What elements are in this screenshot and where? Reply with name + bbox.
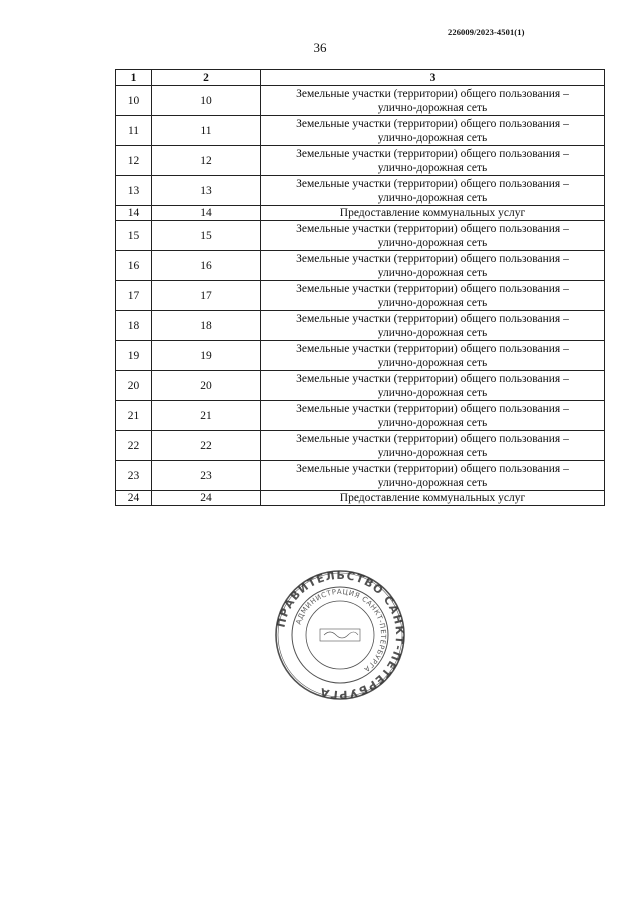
row-number: 21 <box>127 409 140 422</box>
table-row <box>116 176 605 206</box>
purpose-line-2: улично-дорожная сеть <box>377 416 488 429</box>
cell-col3 <box>261 116 605 146</box>
plot-number: 17 <box>200 289 212 302</box>
cell-col1 <box>116 86 152 116</box>
cell-col2 <box>152 206 261 221</box>
row-number: 20 <box>127 379 140 392</box>
purpose-line-1: Земельные участки (территории) общего пользования – <box>296 312 569 325</box>
cell-col1 <box>116 221 152 251</box>
plot-number: 11 <box>200 124 212 137</box>
plot-number: 13 <box>200 184 212 197</box>
purpose-line-2: улично-дорожная сеть <box>377 266 488 279</box>
table-row <box>116 341 605 371</box>
plot-number: 14 <box>200 206 212 219</box>
plot-number: 20 <box>200 379 212 392</box>
cell-col2 <box>152 491 261 506</box>
cell-col1 <box>116 461 152 491</box>
plot-number: 24 <box>200 491 212 504</box>
table-row <box>116 401 605 431</box>
cell-col1 <box>116 176 152 206</box>
table-row <box>116 371 605 401</box>
cell-col2 <box>152 341 261 371</box>
table-row <box>116 206 605 221</box>
document-id: 226009/2023-4501(1) <box>448 27 525 37</box>
data-table <box>115 69 605 506</box>
row-number: 16 <box>127 259 140 272</box>
cell-col3 <box>261 371 605 401</box>
stamp-inner-text: АДМИНИСТРАЦИЯ САНКТ-ПЕТЕРБУРГА <box>294 587 388 674</box>
cell-col2 <box>152 461 261 491</box>
cell-col3 <box>261 491 605 506</box>
cell-col3 <box>261 221 605 251</box>
cell-col3 <box>261 431 605 461</box>
cell-col2 <box>152 281 261 311</box>
purpose-line-2: улично-дорожная сеть <box>377 131 488 144</box>
cell-col1 <box>116 491 152 506</box>
row-number: 12 <box>127 154 140 167</box>
column-header: 2 <box>152 70 261 86</box>
plot-number: 19 <box>200 349 212 362</box>
cell-col3 <box>261 461 605 491</box>
table-row <box>116 221 605 251</box>
table-row <box>116 461 605 491</box>
cell-col2 <box>152 401 261 431</box>
cell-col1 <box>116 281 152 311</box>
cell-col1 <box>116 401 152 431</box>
cell-col3 <box>261 251 605 281</box>
plot-number: 12 <box>200 154 212 167</box>
purpose-line-2: улично-дорожная сеть <box>377 101 488 114</box>
cell-col1 <box>116 146 152 176</box>
table-row <box>116 146 605 176</box>
cell-col1 <box>116 341 152 371</box>
stamp-outer-text: ПРАВИТЕЛЬСТВО САНКТ-ПЕТЕРБУРГА <box>274 569 406 701</box>
purpose-line-1: Земельные участки (территории) общего пользования – <box>296 87 569 100</box>
cell-col3 <box>261 401 605 431</box>
row-number: 14 <box>127 206 140 219</box>
cell-col1 <box>116 251 152 281</box>
table-row <box>116 431 605 461</box>
purpose-line-1: Земельные участки (территории) общего пользования – <box>296 147 569 160</box>
cell-col3 <box>261 281 605 311</box>
purpose-line-1: Земельные участки (территории) общего пользования – <box>296 252 569 265</box>
cell-col3 <box>261 311 605 341</box>
cell-col1 <box>116 311 152 341</box>
purpose-line-2: улично-дорожная сеть <box>377 236 488 249</box>
table-row <box>116 116 605 146</box>
cell-col2 <box>152 86 261 116</box>
purpose-line-2: улично-дорожная сеть <box>377 161 488 174</box>
cell-col2 <box>152 146 261 176</box>
table-row <box>116 491 605 506</box>
cell-col3 <box>261 341 605 371</box>
table-header-row <box>116 70 605 86</box>
cell-col3 <box>261 146 605 176</box>
row-number: 24 <box>127 491 140 504</box>
row-number: 10 <box>127 94 140 107</box>
plot-number: 18 <box>200 319 212 332</box>
row-number: 18 <box>127 319 140 332</box>
purpose-line-1: Предоставление коммунальных услуг <box>339 206 526 219</box>
cell-col2 <box>152 116 261 146</box>
cell-col1 <box>116 116 152 146</box>
row-number: 15 <box>127 229 140 242</box>
purpose-line-1: Земельные участки (территории) общего пользования – <box>296 432 569 445</box>
cell-col3 <box>261 176 605 206</box>
plot-number: 16 <box>200 259 212 272</box>
row-number: 19 <box>127 349 140 362</box>
purpose-line-1: Предоставление коммунальных услуг <box>339 491 526 504</box>
purpose-line-2: улично-дорожная сеть <box>377 326 488 339</box>
table-row <box>116 311 605 341</box>
column-header: 3 <box>261 70 605 86</box>
purpose-line-1: Земельные участки (территории) общего пользования – <box>296 222 569 235</box>
column-header: 1 <box>116 70 152 86</box>
page-number: 36 <box>313 40 327 55</box>
cell-col2 <box>152 221 261 251</box>
purpose-line-2: улично-дорожная сеть <box>377 446 488 459</box>
cell-col2 <box>152 176 261 206</box>
purpose-line-1: Земельные участки (территории) общего пользования – <box>296 282 569 295</box>
cell-col1 <box>116 371 152 401</box>
row-number: 13 <box>127 184 140 197</box>
official-seal <box>274 569 406 701</box>
row-number: 11 <box>127 124 140 137</box>
cell-col1 <box>116 206 152 221</box>
plot-number: 23 <box>200 469 212 482</box>
row-number: 17 <box>127 289 140 302</box>
table-row <box>116 281 605 311</box>
cell-col2 <box>152 371 261 401</box>
plot-number: 15 <box>200 229 212 242</box>
cell-col2 <box>152 251 261 281</box>
table-row <box>116 86 605 116</box>
purpose-line-2: улично-дорожная сеть <box>377 191 488 204</box>
plot-number: 22 <box>200 439 212 452</box>
purpose-line-2: улично-дорожная сеть <box>377 296 488 309</box>
purpose-line-1: Земельные участки (территории) общего пользования – <box>296 462 569 475</box>
purpose-line-1: Земельные участки (территории) общего пользования – <box>296 372 569 385</box>
purpose-line-2: улично-дорожная сеть <box>377 356 488 369</box>
purpose-line-1: Земельные участки (территории) общего пользования – <box>296 117 569 130</box>
cell-col2 <box>152 431 261 461</box>
purpose-line-1: Земельные участки (территории) общего пользования – <box>296 402 569 415</box>
purpose-line-1: Земельные участки (территории) общего пользования – <box>296 177 569 190</box>
row-number: 23 <box>127 469 140 482</box>
table-row <box>116 251 605 281</box>
purpose-line-1: Земельные участки (территории) общего пользования – <box>296 342 569 355</box>
cell-col1 <box>116 431 152 461</box>
cell-col3 <box>261 86 605 116</box>
purpose-line-2: улично-дорожная сеть <box>377 386 488 399</box>
purpose-line-2: улично-дорожная сеть <box>377 476 488 489</box>
plot-number: 21 <box>200 409 212 422</box>
row-number: 22 <box>127 439 140 452</box>
cell-col2 <box>152 311 261 341</box>
cell-col3 <box>261 206 605 221</box>
plot-number: 10 <box>200 94 212 107</box>
